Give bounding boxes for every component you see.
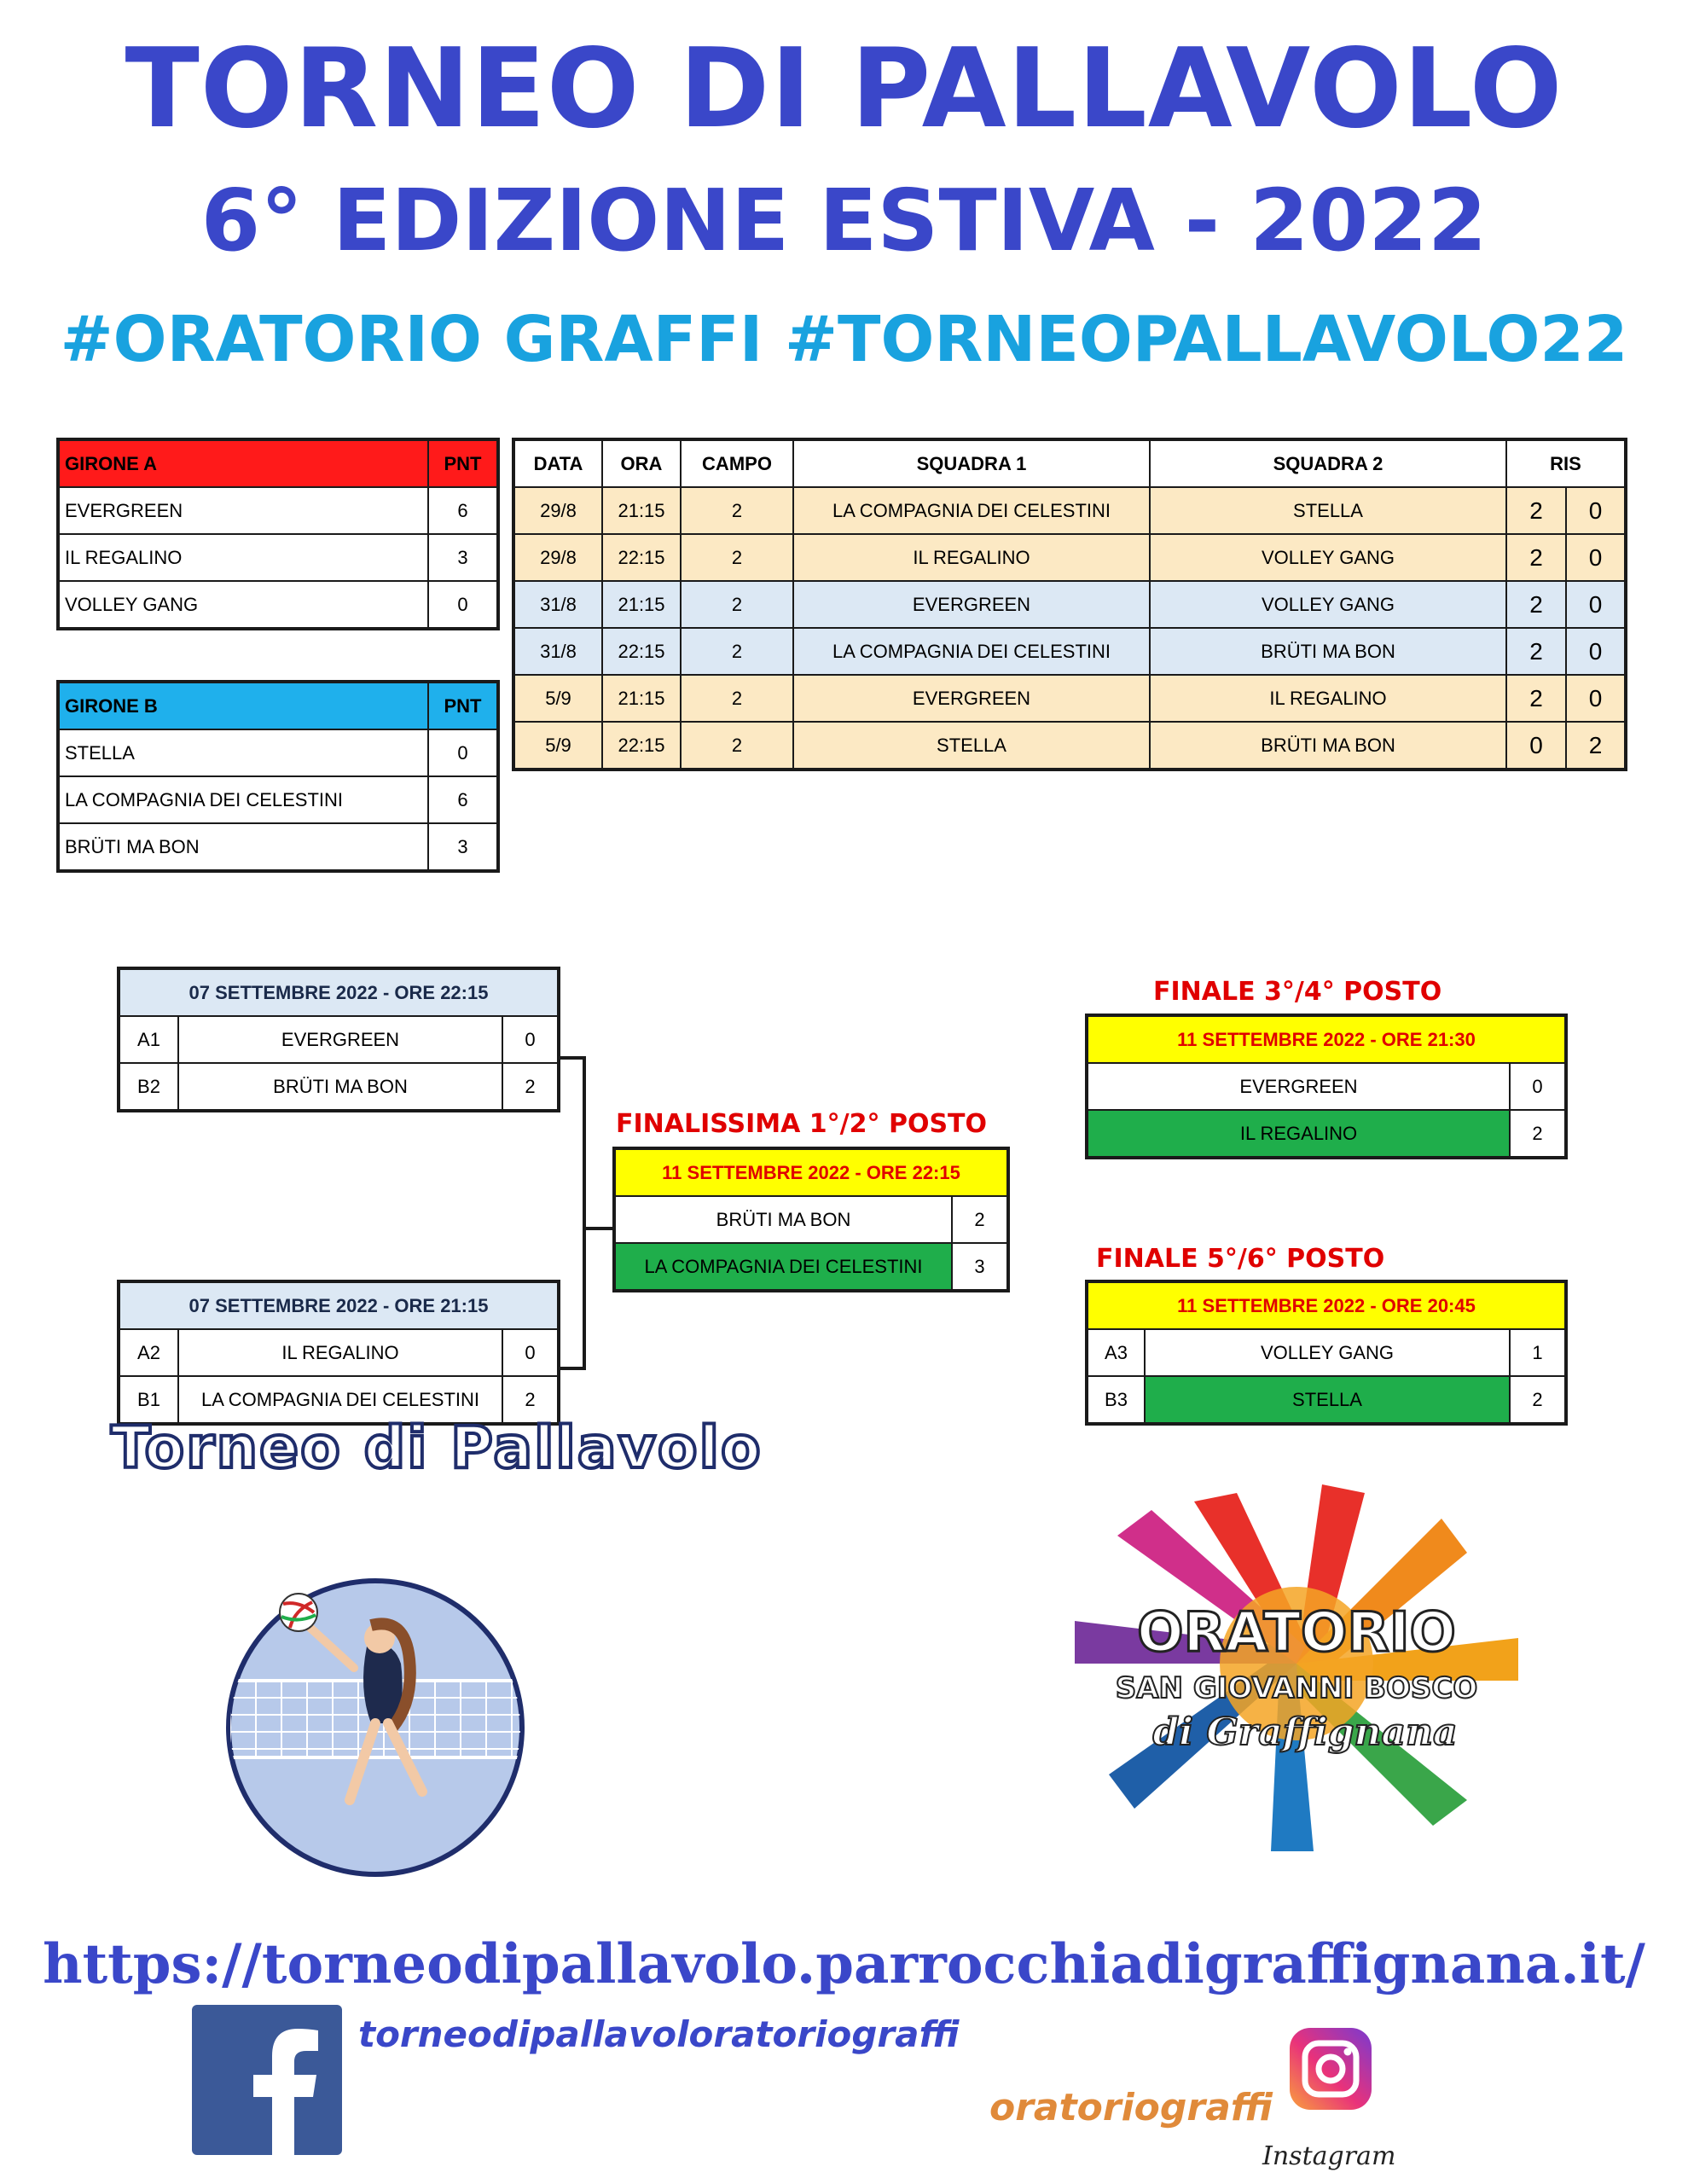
- seed: B1: [119, 1376, 178, 1424]
- seed: B3: [1087, 1376, 1145, 1424]
- match-score2: 0: [1566, 487, 1626, 534]
- website-link[interactable]: https://torneodipallavolo.parrocchiadigraffignana.it/: [43, 1932, 1645, 1996]
- match-time: 22:15: [602, 628, 681, 675]
- page-subtitle: 6° EDIZIONE ESTIVA - 2022: [200, 171, 1488, 270]
- match-field: 2: [681, 628, 793, 675]
- match-time: 22:15: [602, 534, 681, 581]
- page-title: TORNEO DI PALLAVOLO: [125, 26, 1563, 153]
- col-squadra2: SQUADRA 2: [1150, 439, 1506, 487]
- team-name: IL REGALINO: [58, 534, 428, 581]
- semifinal-1-date: 07 SETTEMBRE 2022 - ORE 22:15: [119, 968, 559, 1016]
- table-row: [119, 1063, 559, 1111]
- seed: A1: [119, 1016, 178, 1063]
- col-ris: RIS: [1506, 439, 1626, 487]
- team-name: EVERGREEN: [58, 487, 428, 534]
- col-campo: CAMPO: [681, 439, 793, 487]
- team-name: LA COMPAGNIA DEI CELESTINI: [614, 1243, 952, 1291]
- match-time: 21:15: [602, 487, 681, 534]
- seed: A3: [1087, 1329, 1145, 1376]
- table-row: [58, 534, 498, 581]
- oratorio-logo: [1041, 1467, 1552, 1860]
- match-score1: 2: [1506, 675, 1566, 722]
- final-34-date: 11 SETTEMBRE 2022 - ORE 21:30: [1087, 1015, 1566, 1063]
- table-row: [614, 1243, 1008, 1291]
- table-row: [1087, 1063, 1566, 1110]
- table-row: [1087, 1329, 1566, 1376]
- table-row: [58, 776, 498, 823]
- team-score: 1: [1510, 1329, 1566, 1376]
- match-date: 31/8: [513, 628, 602, 675]
- table-row: [119, 1016, 559, 1063]
- team-name: LA COMPAGNIA DEI CELESTINI: [178, 1376, 502, 1424]
- match-score1: 2: [1506, 534, 1566, 581]
- table-row: [513, 628, 1626, 675]
- team-score: 0: [1510, 1063, 1566, 1110]
- team-points: 0: [428, 581, 498, 629]
- table-row: [513, 534, 1626, 581]
- girone-b-table: [56, 680, 500, 873]
- table-row: [513, 675, 1626, 722]
- seed: A2: [119, 1329, 178, 1376]
- match-team2: VOLLEY GANG: [1150, 534, 1506, 581]
- match-time: 21:15: [602, 581, 681, 628]
- match-date: 5/9: [513, 675, 602, 722]
- schedule-table: [512, 438, 1627, 771]
- final-label: FINALISSIMA 1°/2° POSTO: [616, 1109, 988, 1139]
- match-field: 2: [681, 581, 793, 628]
- girone-b-title: GIRONE B: [58, 682, 428, 729]
- bracket-line: [583, 1056, 586, 1370]
- table-row: [1087, 1376, 1566, 1424]
- match-score2: 0: [1566, 581, 1626, 628]
- match-field: 2: [681, 722, 793, 770]
- girone-b-pnt-header: PNT: [428, 682, 498, 729]
- team-name: EVERGREEN: [1087, 1063, 1510, 1110]
- instagram-icon[interactable]: [1288, 2026, 1373, 2111]
- team-score: 0: [502, 1016, 559, 1063]
- table-row: [1087, 1110, 1566, 1158]
- instagram-handle[interactable]: oratoriograffi: [989, 2086, 1273, 2129]
- team-score: 3: [952, 1243, 1008, 1291]
- final-date: 11 SETTEMBRE 2022 - ORE 22:15: [614, 1148, 1008, 1196]
- col-ora: ORA: [602, 439, 681, 487]
- seed: B2: [119, 1063, 178, 1111]
- oratorio-logo-line1: ORATORIO: [1137, 1601, 1456, 1664]
- match-field: 2: [681, 487, 793, 534]
- oratorio-logo-line2: SAN GIOVANNI BOSCO: [1115, 1671, 1478, 1705]
- final-34-table: [1085, 1014, 1568, 1159]
- match-score1: 2: [1506, 628, 1566, 675]
- match-date: 29/8: [513, 487, 602, 534]
- team-score: 2: [502, 1063, 559, 1111]
- col-squadra1: SQUADRA 1: [793, 439, 1150, 487]
- team-name: BRÜTI MA BON: [614, 1196, 952, 1243]
- team-score: 2: [502, 1376, 559, 1424]
- final-56-date: 11 SETTEMBRE 2022 - ORE 20:45: [1087, 1281, 1566, 1329]
- match-field: 2: [681, 534, 793, 581]
- table-row: [58, 581, 498, 629]
- team-name: VOLLEY GANG: [58, 581, 428, 629]
- girone-a-pnt-header: PNT: [428, 439, 498, 487]
- team-points: 0: [428, 729, 498, 776]
- team-score: 0: [502, 1329, 559, 1376]
- team-points: 6: [428, 487, 498, 534]
- team-name: EVERGREEN: [178, 1016, 502, 1063]
- match-team1: LA COMPAGNIA DEI CELESTINI: [793, 487, 1150, 534]
- final-table: [612, 1147, 1010, 1292]
- table-row: [119, 1329, 559, 1376]
- match-field: 2: [681, 675, 793, 722]
- girone-a-title: GIRONE A: [58, 439, 428, 487]
- match-score2: 2: [1566, 722, 1626, 770]
- semifinal-2-date: 07 SETTEMBRE 2022 - ORE 21:15: [119, 1281, 559, 1329]
- match-team2: BRÜTI MA BON: [1150, 722, 1506, 770]
- semifinal-1-table: [117, 967, 560, 1112]
- table-row: [513, 487, 1626, 534]
- team-name: LA COMPAGNIA DEI CELESTINI: [58, 776, 428, 823]
- bracket-line: [557, 1367, 586, 1370]
- match-team2: BRÜTI MA BON: [1150, 628, 1506, 675]
- team-score: 2: [1510, 1376, 1566, 1424]
- torneo-logo-text: Torneo di Pallavolo: [111, 1414, 763, 1482]
- match-date: 29/8: [513, 534, 602, 581]
- match-time: 21:15: [602, 675, 681, 722]
- team-name: VOLLEY GANG: [1145, 1329, 1510, 1376]
- team-points: 3: [428, 823, 498, 871]
- match-team1: STELLA: [793, 722, 1150, 770]
- team-name: BRÜTI MA BON: [58, 823, 428, 871]
- oratorio-logo-line3: di Graffignana: [1152, 1711, 1458, 1754]
- team-score: 2: [952, 1196, 1008, 1243]
- match-team1: IL REGALINO: [793, 534, 1150, 581]
- bracket-line: [583, 1227, 613, 1230]
- match-score1: 2: [1506, 487, 1566, 534]
- match-score2: 0: [1566, 628, 1626, 675]
- match-team1: EVERGREEN: [793, 581, 1150, 628]
- final-56-label: FINALE 5°/6° POSTO: [1096, 1244, 1385, 1274]
- table-row: [513, 581, 1626, 628]
- team-points: 6: [428, 776, 498, 823]
- team-name: IL REGALINO: [178, 1329, 502, 1376]
- match-time: 22:15: [602, 722, 681, 770]
- match-team2: VOLLEY GANG: [1150, 581, 1506, 628]
- match-team2: STELLA: [1150, 487, 1506, 534]
- team-score: 2: [1510, 1110, 1566, 1158]
- torneo-logo: [111, 1414, 763, 1877]
- facebook-icon[interactable]: [192, 2005, 342, 2155]
- team-name: BRÜTI MA BON: [178, 1063, 502, 1111]
- table-row: [58, 729, 498, 776]
- match-score1: 2: [1506, 581, 1566, 628]
- final-34-label: FINALE 3°/4° POSTO: [1153, 977, 1442, 1007]
- facebook-handle[interactable]: torneodipallavoloratoriograffi: [358, 2013, 960, 2055]
- hashtags: #ORATORIO GRAFFI #TORNEOPALLAVOLO22: [60, 303, 1628, 376]
- match-team2: IL REGALINO: [1150, 675, 1506, 722]
- match-team1: LA COMPAGNIA DEI CELESTINI: [793, 628, 1150, 675]
- instagram-label: Instagram: [1262, 2141, 1396, 2171]
- match-score2: 0: [1566, 675, 1626, 722]
- team-name: STELLA: [58, 729, 428, 776]
- team-name: IL REGALINO: [1087, 1110, 1510, 1158]
- semifinal-2-table: [117, 1280, 560, 1426]
- team-name: STELLA: [1145, 1376, 1510, 1424]
- match-score2: 0: [1566, 534, 1626, 581]
- bracket-line: [557, 1056, 586, 1060]
- girone-a-table: [56, 438, 500, 630]
- hands-icon: [1075, 1484, 1518, 1851]
- match-date: 31/8: [513, 581, 602, 628]
- table-row: [513, 722, 1626, 770]
- match-team1: EVERGREEN: [793, 675, 1150, 722]
- table-row: [58, 487, 498, 534]
- table-row: [614, 1196, 1008, 1243]
- final-56-table: [1085, 1280, 1568, 1426]
- col-data: DATA: [513, 439, 602, 487]
- match-date: 5/9: [513, 722, 602, 770]
- table-row: [58, 823, 498, 871]
- match-score1: 0: [1506, 722, 1566, 770]
- team-points: 3: [428, 534, 498, 581]
